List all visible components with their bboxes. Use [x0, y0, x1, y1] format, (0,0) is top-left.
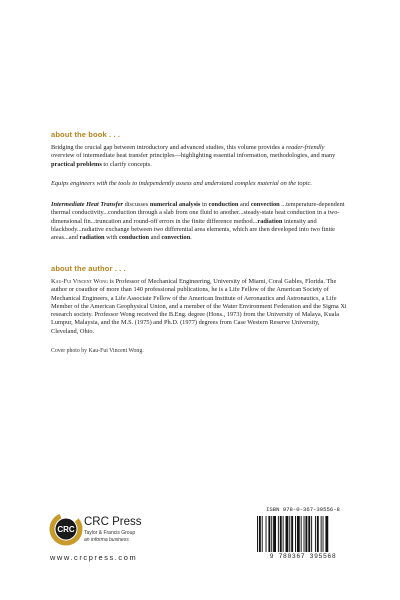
barcode-bar [301, 516, 302, 552]
about-author-heading: about the author . . . [51, 264, 126, 273]
publisher-url[interactable]: www.crcpress.com [50, 553, 138, 562]
crc-logo-icon [48, 511, 84, 547]
barcode-bar [311, 516, 312, 552]
svg-text:CRC: CRC [57, 525, 75, 534]
barcode-bar [278, 516, 279, 552]
barcode-bar [291, 516, 293, 552]
publisher-name: CRC Press [84, 516, 142, 528]
barcode-bar [262, 516, 263, 552]
barcode-bar [305, 516, 307, 552]
barcode-bar [257, 516, 258, 552]
barcode-bar [273, 516, 276, 552]
barcode-number: 9 780367 395568 [269, 553, 337, 560]
author-name: Kau-Fui Vincent Wong [51, 278, 109, 285]
barcode-bar [266, 516, 267, 552]
about-book-paragraph-1: Bridging the crucial gap between introductory and advanced studies, this volume provides a reader-friendly overview of intermediate heat transfer principles—highlighting essential information, methodologies, and many practical problems to clarify concepts. [51, 144, 336, 168]
barcode-bar [325, 516, 328, 552]
barcode-bar [317, 516, 319, 552]
about-author-paragraph: Kau-Fui Vincent Wong is Professor of Mechanical Engineering, University of Miami, Coral Gables, Florida. The author or coauthor of more than 140 professional publications, he is a Life Fellow of the American Society of Mechanical Engineers, a Life Associate Fellow of the American Institute of Aeronautics and Astronautics, a Life Member of the American Geophysical Union, and a member of the Water Environment Federation and the Sigma Xi research society. Professor Wong received the B.Eng. degree (Hons., 1973) from the University of Malaya, Kuala Lumpur, Malaysia, and the M.S. (1975) and Ph.D. (1977) degrees from Case Western Reserve University, Cleveland, Ohio. [51, 278, 347, 335]
about-book-paragraph-3: Intermediate Heat Transfer discusses numerical analysis in conduction and convection ...temperature-dependent thermal conductivity...conduction through a slab from one fluid to another...steady-state heat conduction in a two-dimensional fin...truncation and round-off errors in the finite difference method...radiation intensity and blackbody...radiative exchange between two differential area elements, which are then developed into two finite areas...and radiation with conduction and convection. [51, 201, 345, 242]
barcode-bar [259, 516, 261, 552]
barcode-bar [295, 516, 296, 552]
barcode-bar [315, 516, 316, 552]
barcode-bar [321, 516, 322, 552]
barcode-bar [289, 516, 290, 552]
publisher-group: Taylor & Francis Group [84, 530, 136, 536]
barcode-bars [257, 516, 349, 552]
isbn-barcode [255, 506, 351, 562]
about-book-paragraph-2: Equips engineers with the tools to independently assess and understand complex material on the topic. [51, 180, 312, 187]
barcode-bar [297, 516, 300, 552]
barcode-bar [308, 516, 310, 552]
barcode-bar [271, 516, 272, 552]
barcode-bar [286, 516, 289, 552]
barcode-bar [283, 516, 284, 552]
barcode-bar [268, 516, 270, 552]
publisher-tagline: an informa business [84, 537, 129, 543]
barcode-bar [304, 516, 305, 552]
isbn-label: ISBN 978-0-367-39556-8 [266, 506, 340, 513]
about-book-heading: about the book . . . [51, 130, 121, 139]
crc-press-logo [48, 511, 168, 551]
barcode-bar [323, 516, 324, 552]
photo-caption: Cover photo by Kau-Fui Vincent Wong. [51, 348, 144, 354]
barcode-bar [280, 516, 282, 552]
